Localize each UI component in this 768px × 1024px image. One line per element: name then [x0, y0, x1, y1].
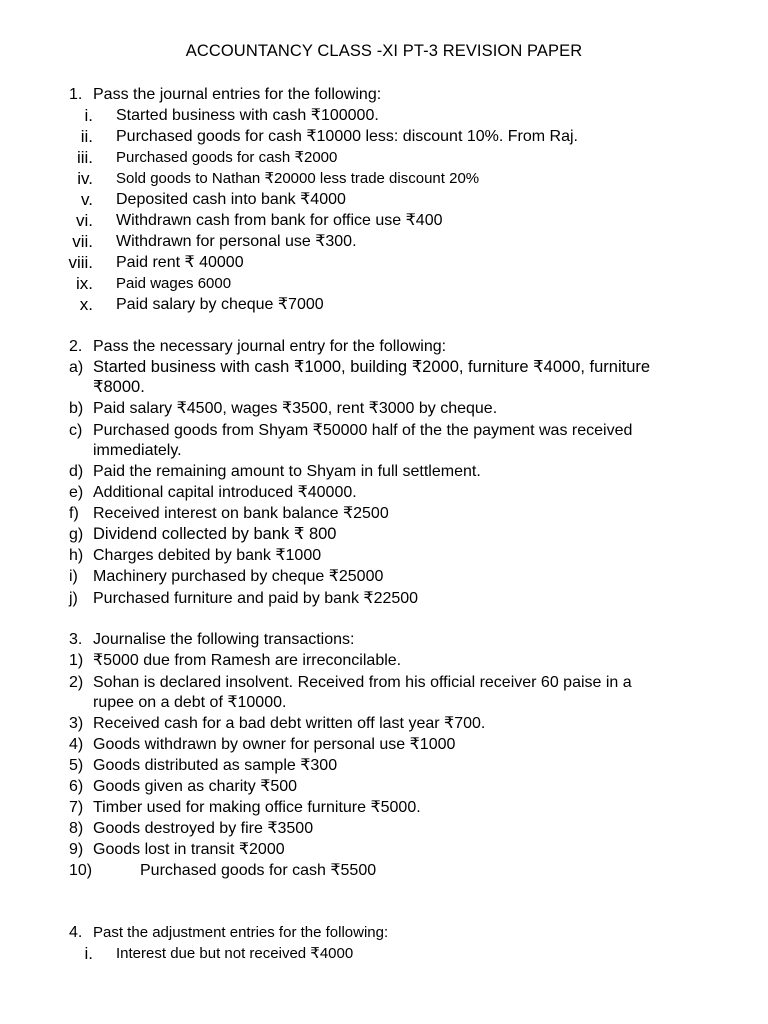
item-label: a): [69, 359, 84, 376]
item-text: ₹5000 due from Ramesh are irreconcilable.: [93, 652, 402, 669]
item-text: Started business with cash ₹1000, building ₹2000, furniture ₹4000, furniture: [93, 358, 651, 376]
item-label: e): [69, 484, 84, 501]
item-text: Goods destroyed by fire ₹3500: [93, 820, 314, 837]
item-label: h): [69, 547, 84, 564]
item-label: j): [69, 590, 78, 607]
item-label: d): [69, 463, 84, 480]
item-label: vii.: [72, 232, 93, 251]
item-label: 7): [69, 799, 84, 816]
item-label: g): [69, 526, 84, 543]
item-label: 6): [69, 778, 84, 795]
question-text: Past the adjustment entries for the following:: [93, 924, 389, 941]
item-label: i.: [84, 944, 93, 963]
item-label: vi.: [76, 211, 93, 230]
item-label: 8): [69, 820, 84, 837]
item-text: Received cash for a bad debt written off last year ₹700.: [93, 715, 486, 732]
item-text: Paid the remaining amount to Shyam in full settlement.: [93, 463, 481, 480]
item-label: 4): [69, 736, 84, 753]
item-text: rupee on a debt of ₹10000.: [93, 694, 287, 711]
item-text: Sohan is declared insolvent. Received from his official receiver 60 paise in a: [93, 674, 632, 691]
item-label: v.: [81, 190, 93, 209]
item-text: Withdrawn cash from bank for office use ₹400: [116, 212, 443, 229]
item-text: Purchased goods for cash ₹2000: [116, 149, 338, 166]
item-label: 1): [69, 652, 84, 669]
item-label: c): [69, 422, 83, 439]
item-label: i.: [84, 106, 93, 125]
item-label: viii.: [68, 253, 93, 272]
question-number: 1.: [69, 86, 83, 103]
item-label: ix.: [76, 274, 93, 293]
item-text: Goods given as charity ₹500: [93, 778, 298, 795]
question-number: 3.: [69, 631, 83, 648]
item-text: Paid rent ₹ 40000: [116, 254, 244, 271]
item-label: 10): [69, 862, 93, 879]
item-text: Purchased goods for cash ₹10000 less: discount 10%. From Raj.: [116, 128, 578, 145]
item-text: Deposited cash into bank ₹4000: [116, 191, 346, 208]
item-label: 3): [69, 715, 84, 732]
page-title: ACCOUNTANCY CLASS -XI PT-3 REVISION PAPER: [185, 42, 583, 60]
item-text: Charges debited by bank ₹1000: [93, 547, 322, 564]
item-label: iii.: [76, 148, 93, 167]
item-label: iv.: [77, 169, 93, 188]
item-text: Goods withdrawn by owner for personal use ₹1000: [93, 736, 456, 753]
item-label: 5): [69, 757, 84, 774]
question-text: Pass the journal entries for the following:: [93, 86, 382, 103]
item-label: 9): [69, 841, 84, 858]
item-text: ₹8000.: [93, 378, 145, 396]
item-text: Purchased goods from Shyam ₹50000 half of the the payment was received: [93, 422, 633, 439]
item-label: ii.: [80, 127, 93, 146]
item-text: Interest due but not received ₹4000: [116, 945, 354, 962]
item-label: b): [69, 400, 84, 417]
item-text: Sold goods to Nathan ₹20000 less trade discount 20%: [116, 170, 480, 187]
question-text: Pass the necessary journal entry for the following:: [93, 338, 447, 355]
item-text: Received interest on bank balance ₹2500: [93, 505, 389, 522]
question-number: 4.: [69, 924, 83, 941]
item-text: immediately.: [93, 442, 182, 459]
item-text: Goods distributed as sample ₹300: [93, 757, 338, 774]
item-text: Machinery purchased by cheque ₹25000: [93, 568, 384, 585]
question-text: Journalise the following transactions:: [93, 631, 355, 648]
item-text: Purchased furniture and paid by bank ₹22500: [93, 590, 419, 607]
item-text: Additional capital introduced ₹40000.: [93, 484, 357, 501]
question-number: 2.: [69, 338, 83, 355]
item-label: x.: [79, 295, 93, 314]
item-text: Goods lost in transit ₹2000: [93, 841, 285, 858]
item-text: Paid salary ₹4500, wages ₹3500, rent ₹3000 by cheque.: [93, 400, 498, 417]
item-text: Started business with cash ₹100000.: [116, 107, 379, 124]
item-text: Withdrawn for personal use ₹300.: [116, 233, 357, 250]
item-text: Timber used for making office furniture ₹5000.: [93, 799, 421, 816]
item-label: f): [69, 505, 79, 522]
item-text: Paid wages 6000: [116, 275, 232, 292]
item-text: Purchased goods for cash ₹5500: [140, 862, 377, 879]
item-text: Dividend collected by bank ₹ 800: [93, 525, 337, 543]
item-label: 2): [69, 674, 84, 691]
item-text: Paid salary by cheque ₹7000: [116, 296, 324, 313]
item-label: i): [69, 568, 78, 585]
